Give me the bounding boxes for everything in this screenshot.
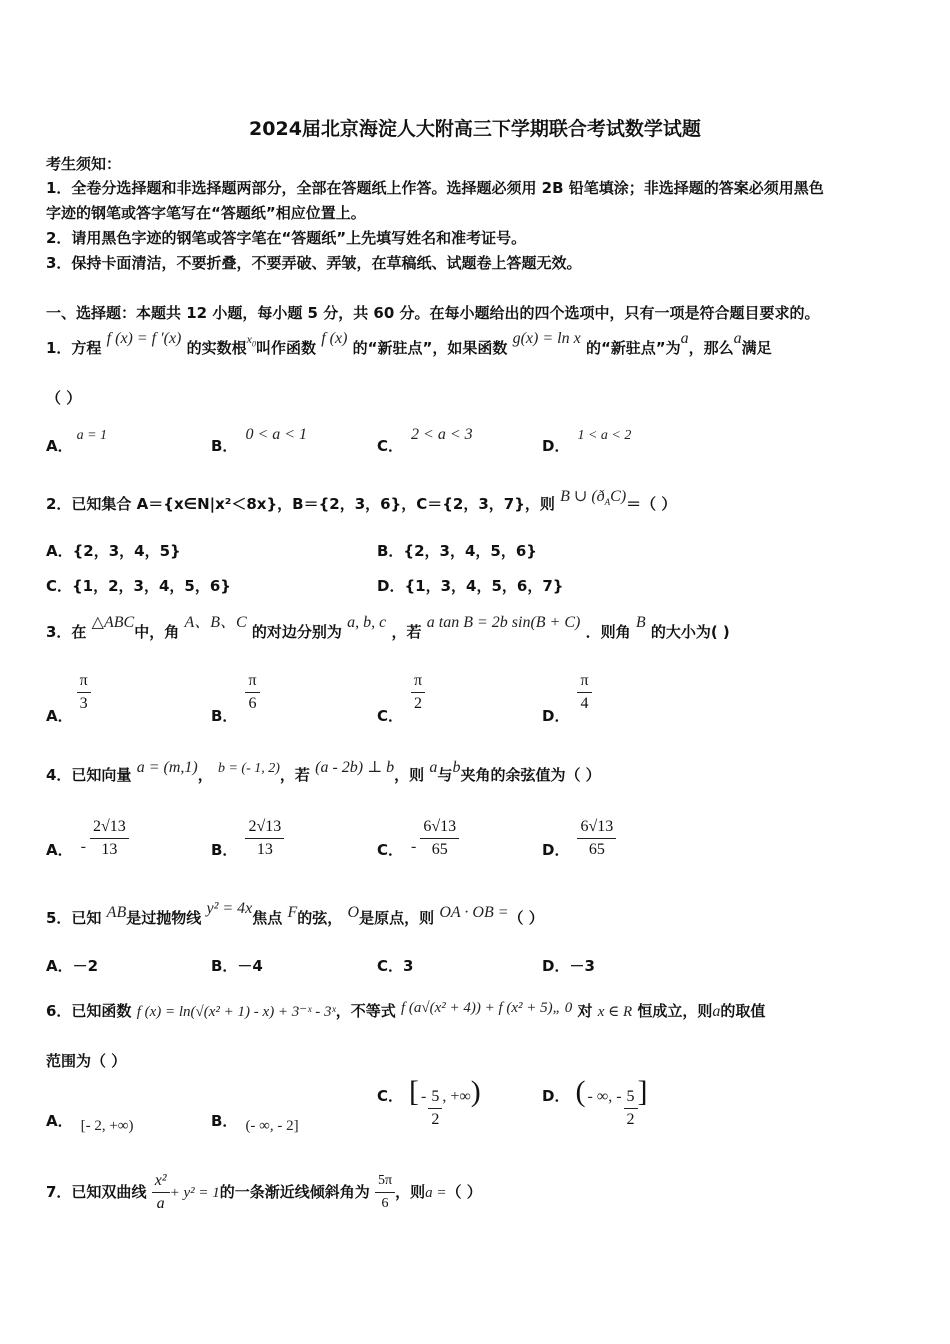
q3-option-a[interactable]: A． $\frac{\pi}{3}$ [46, 670, 91, 715]
q7-text: 的一条渐近线倾斜角为 [219, 1183, 370, 1201]
notice-item-3: 3．保持卡面清洁，不要折叠，不要弄破、弄皱，在草稿纸、试题卷上答题无效。 [46, 254, 582, 272]
q1-var-a: a [680, 330, 689, 347]
q3-text: 的对边分别为 [251, 623, 342, 641]
q1-option-a[interactable]: A．a = 1 [46, 428, 108, 455]
q3-option-b[interactable]: B． $\frac{\pi}{6}$ [211, 670, 260, 715]
q5-chord: AB [106, 904, 127, 921]
q1-text: 的“新驻点”，如果函数 [352, 339, 508, 357]
q2-option-c[interactable]: C．{1，2，3，4，5，6} [46, 577, 231, 595]
q1-paren: （ ） [46, 389, 82, 407]
q1-text: 叫作函数 [255, 339, 316, 357]
q3-var-b: B [635, 614, 646, 631]
question-7: 7．已知双曲线 $\frac{\text{x²}}{a}$ + y² = 1的一条渐近线倾斜角为 $\frac{5\pi}{6}$ ，则a =（ ） [46, 1172, 482, 1212]
q5-origin: O [347, 904, 360, 921]
section-heading: 一、选择题：本题共 12 小题，每小题 5 分，共 60 分。在每小题给出的四个选项中，只有一项是符合题目要求的。 [46, 304, 820, 322]
q3-triangle: △ABC [91, 614, 135, 631]
q1-option-b[interactable]: B．0 < a < 1 [211, 426, 308, 455]
q2-text: ＝（ ） [626, 495, 677, 513]
question-4 [46, 759, 601, 787]
q6-text: 6．已知函数 [46, 1002, 132, 1020]
q1-g-function: g(x) = ln x [512, 330, 581, 347]
q3-option-c[interactable]: C． $\frac{\pi}{2}$ [377, 670, 425, 715]
q3-text: 3．在 [46, 623, 87, 641]
q2-option-d[interactable]: D．{1，3，4，5，6，7} [377, 577, 564, 595]
q5-option-d[interactable]: D．－3 [542, 957, 595, 975]
q3-text: 中，角 [134, 623, 180, 641]
question-2 [46, 488, 677, 520]
q4-text: 与 [437, 766, 453, 784]
q4-option-c[interactable]: C． - $\frac{6√13}{65}$ [377, 816, 459, 861]
q1-equation: f (x) = f ′(x) [106, 330, 182, 347]
q5-dot-product: OA · OB = [439, 904, 509, 921]
q4-condition: (a - 2b) ⊥ b [315, 759, 395, 776]
q4-option-a[interactable]: A． - $\frac{2√13}{13}$ [46, 816, 129, 861]
q4-var-a: a [429, 759, 438, 776]
q4-var-b: b [452, 759, 461, 776]
q3-option-d[interactable]: D． $\frac{\pi}{4}$ [542, 670, 592, 715]
q5-text: 的弦， [297, 909, 343, 927]
q5-option-a[interactable]: A．－2 [46, 957, 99, 975]
q1-root-var: x0 [246, 332, 256, 349]
q6-text: 恒成立，则 [637, 1002, 713, 1020]
page-title: 2024届北京海淀人大附高三下学期联合考试数学试题 [249, 118, 701, 140]
q4-option-d[interactable]: D． $\frac{6√13}{65}$ [542, 816, 616, 861]
notice-item-2: 2．请用黑色字迹的钢笔或答字笔在“答题纸”上先填写姓名和准考证号。 [46, 229, 527, 247]
q2-stem: 2．已知集合 A＝{x∈N|x²＜8x}，B＝{2，3，6}，C＝{2，3，7}，则 [46, 495, 555, 513]
q5-parabola: y² = 4x [206, 900, 253, 917]
q1-text: 1．方程 [46, 339, 102, 357]
q6-domain: x ∈ R [597, 1004, 633, 1020]
q1-option-d[interactable]: D．1 < a < 2 [542, 428, 632, 455]
q6-inequality: f (a√(x² + 4)) + f (x² + 5)„ 0 [400, 1000, 573, 1016]
question-6 [46, 1001, 765, 1022]
q6-option-a[interactable]: A． [- 2, +∞) [46, 1112, 134, 1134]
q2-option-a[interactable]: A．{2，3，4，5} [46, 542, 181, 560]
q5-text: 是原点，则 [359, 909, 435, 927]
q7-var-a: a = [425, 1185, 447, 1201]
q4-vector-b: b = (- 1, 2) [217, 761, 280, 776]
q6-text: 的取值 [720, 1002, 766, 1020]
q6-option-b[interactable]: B． (- ∞, - 2] [211, 1112, 299, 1134]
q6-function: f (x) = ln(√(x² + 1) - x) + 3⁻ˣ - 3ˣ [136, 1004, 336, 1020]
q3-text: 的大小为( ) [650, 623, 730, 641]
q1-option-c[interactable]: C．2 < a < 3 [377, 426, 473, 455]
q5-text: 是过抛物线 [126, 909, 202, 927]
q3-equation: a tan B = 2b sin(B + C) [426, 614, 581, 631]
q1-text: 的“新驻点”为 [585, 339, 681, 357]
q4-text: ，若 [279, 766, 310, 784]
q3-sides: a, b, c [347, 614, 387, 631]
q5-focus: F [287, 904, 298, 921]
q3-angles: A、B、C [184, 614, 247, 631]
q7-text: ，则 [395, 1183, 426, 1201]
q7-text: （ ） [446, 1183, 482, 1201]
q7-hyperbola: + y² = 1 [169, 1185, 220, 1201]
q4-text: 夹角的余弦值为（ ） [460, 766, 601, 784]
q5-option-c[interactable]: C．3 [377, 957, 414, 975]
q5-option-b[interactable]: B．－4 [211, 957, 263, 975]
q3-text: ，若 [391, 623, 422, 641]
q1-var-a: a [733, 330, 742, 347]
question-1 [46, 330, 772, 364]
q5-text: （ ） [508, 909, 544, 927]
question-5 [46, 900, 544, 929]
q7-text: 7．已知双曲线 [46, 1183, 147, 1201]
q1-text: 的实数根 [186, 339, 247, 357]
q6-text: 对 [577, 1002, 593, 1020]
notice-item-1: 1．全卷分选择题和非选择题两部分，全部在答题纸上作答。选择题必须用 2B 铅笔填涂；非选择题的答案必须用黑色 [46, 179, 824, 197]
q5-text: 焦点 [252, 909, 283, 927]
notice-heading: 考生须知： [46, 155, 122, 173]
q3-text: ．则角 [585, 623, 631, 641]
q1-text: 满足 [741, 339, 772, 357]
q6-text-cont: 范围为（ ） [46, 1052, 127, 1070]
q4-vector-a: a = (m,1) [136, 759, 198, 776]
q4-text: ， [197, 766, 213, 784]
q6-option-d[interactable]: D． ( - ∞, - $\frac{5}{2}$ ] [542, 1075, 648, 1128]
q6-option-c[interactable]: C． [ - $\frac{5}{2}$ , +∞) [377, 1075, 481, 1128]
q5-text: 5．已知 [46, 909, 102, 927]
q1-function: f (x) [321, 330, 348, 347]
notice-item-1-cont: 字迹的钢笔或答字笔写在“答题纸”相应位置上。 [46, 204, 366, 222]
question-3 [46, 614, 730, 643]
q4-option-b[interactable]: B． $\frac{2√13}{13}$ [211, 816, 284, 861]
q2-set-expression: B ∪ $(ð_AC)$ [560, 488, 627, 508]
q2-option-b[interactable]: B．{2，3，4，5，6} [377, 542, 537, 560]
q4-text: ，则 [394, 766, 425, 784]
q6-var-a: a [712, 1003, 721, 1020]
q4-text: 4．已知向量 [46, 766, 132, 784]
q6-text: ，不等式 [335, 1002, 396, 1020]
q1-text: ，那么 [688, 339, 734, 357]
